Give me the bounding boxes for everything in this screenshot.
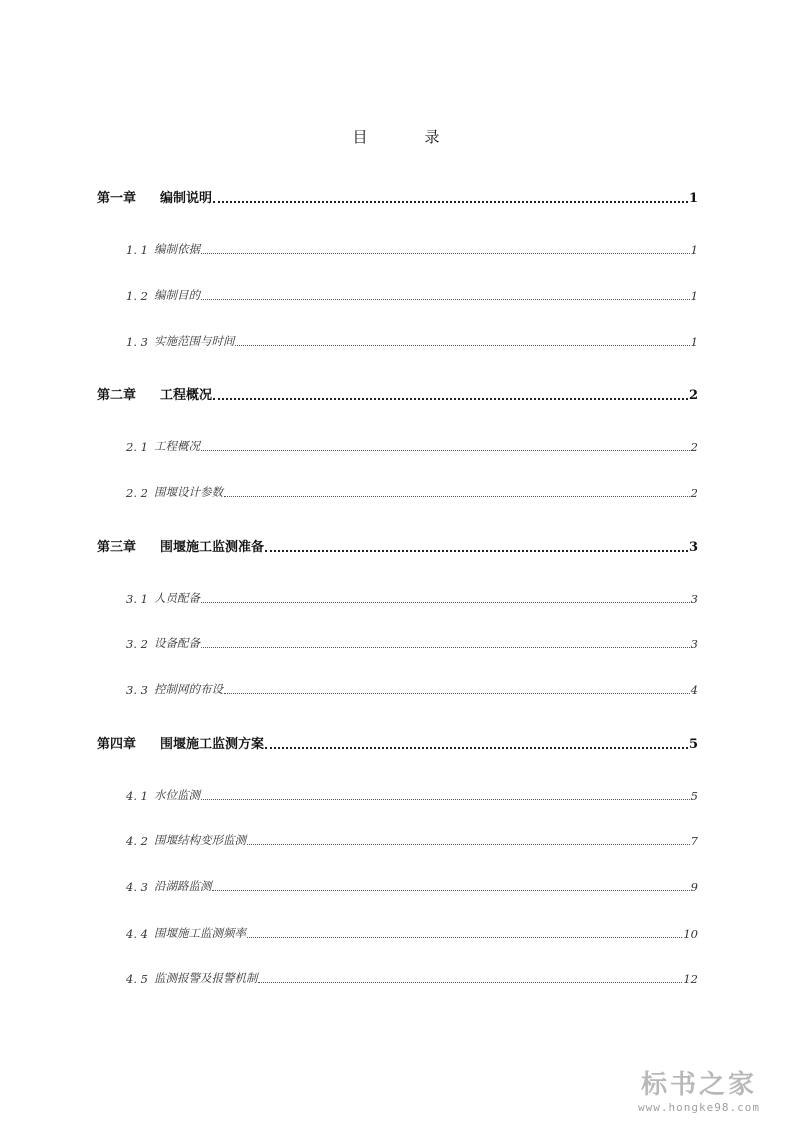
toc-chapter-2[interactable] <box>97 384 698 403</box>
toc-section-4-2[interactable] <box>126 832 698 848</box>
toc-page-number: 1 <box>690 243 698 257</box>
toc-leader-dots <box>213 201 688 203</box>
toc-section-2-1[interactable] <box>126 438 698 454</box>
toc-leader-dots <box>201 799 690 800</box>
toc-leader-dots <box>265 747 688 749</box>
toc-leader-dots <box>201 602 690 603</box>
toc-page-number: 3 <box>690 637 698 651</box>
toc-section-number: 4. 4 <box>126 927 148 941</box>
toc-chapter-3[interactable] <box>97 536 698 555</box>
toc-section-label: 沿湖路监测 <box>153 879 212 893</box>
toc-section-number: 2. 2 <box>126 486 148 500</box>
toc-page-number: 1 <box>690 335 698 349</box>
toc-leader-dots <box>201 253 690 254</box>
toc-leader-dots <box>201 450 690 451</box>
toc-chapter-label: 编制说明 <box>160 191 213 206</box>
toc-chapter-4[interactable] <box>97 733 698 752</box>
toc-leader-dots <box>258 982 682 983</box>
toc-page-number: 1 <box>688 191 698 206</box>
toc-leader-dots <box>247 844 690 845</box>
watermark-title: 标书之家 <box>640 1070 757 1100</box>
toc-section-2-2[interactable] <box>126 484 698 500</box>
toc-leader-dots <box>201 299 690 300</box>
toc-page-number: 4 <box>690 683 698 697</box>
toc-section-label: 人员配备 <box>153 591 200 605</box>
toc-section-label: 控制网的布设 <box>153 682 223 696</box>
toc-section-4-5[interactable] <box>126 970 698 986</box>
toc-section-number: 4. 5 <box>126 972 148 986</box>
toc-page-number: 9 <box>690 880 698 894</box>
toc-section-label: 围堰施工监测频率 <box>153 926 246 940</box>
toc-section-number: 3. 1 <box>126 592 148 606</box>
toc-leader-dots <box>247 937 682 938</box>
toc-page-number: 1 <box>690 289 698 303</box>
toc-leader-dots <box>265 550 688 552</box>
toc-section-label: 编制依据 <box>153 242 200 256</box>
toc-title <box>0 126 793 147</box>
toc-section-number: 1. 1 <box>126 243 148 257</box>
toc-title-part1: 目 <box>352 128 369 146</box>
toc-section-label: 工程概况 <box>153 439 200 453</box>
toc-page-number: 2 <box>690 440 698 454</box>
toc-section-number: 4. 3 <box>126 880 148 894</box>
toc-title-part2: 录 <box>424 128 441 146</box>
toc-leader-dots <box>224 693 690 694</box>
toc-section-label: 设备配备 <box>153 636 200 650</box>
toc-page-number: 2 <box>690 486 698 500</box>
toc-page-number: 5 <box>688 737 698 752</box>
toc-page-number: 12 <box>683 972 698 986</box>
toc-page-number: 3 <box>688 540 698 555</box>
toc-section-label: 水位监测 <box>153 788 200 802</box>
toc-section-number: 3. 3 <box>126 683 148 697</box>
toc-section-3-3[interactable] <box>126 681 698 697</box>
toc-section-1-2[interactable] <box>126 287 698 303</box>
toc-section-3-1[interactable] <box>126 590 698 606</box>
toc-page-number: 10 <box>683 927 698 941</box>
toc-leader-dots <box>201 647 690 648</box>
toc-page-number: 3 <box>690 592 698 606</box>
toc-section-4-4[interactable] <box>126 925 698 941</box>
toc-section-3-2[interactable] <box>126 635 698 651</box>
watermark-logo <box>619 1069 779 1114</box>
toc-chapter-number: 第二章 <box>97 388 137 403</box>
toc-section-number: 1. 3 <box>126 335 148 349</box>
toc-chapter-number: 第三章 <box>97 540 137 555</box>
toc-chapter-label: 工程概况 <box>160 388 213 403</box>
toc-chapter-1[interactable] <box>97 187 698 206</box>
toc-section-4-1[interactable] <box>126 787 698 803</box>
toc-leader-dots <box>224 496 690 497</box>
toc-section-label: 监测报警及报警机制 <box>153 971 258 985</box>
toc-section-number: 4. 2 <box>126 834 148 848</box>
toc-section-label: 编制目的 <box>153 288 200 302</box>
toc-page-number: 2 <box>688 388 698 403</box>
toc-leader-dots <box>212 890 689 891</box>
toc-section-label: 围堰结构变形监测 <box>153 833 246 847</box>
toc-leader-dots <box>213 398 688 400</box>
toc-section-number: 3. 2 <box>126 637 148 651</box>
toc-page-number: 5 <box>690 789 698 803</box>
toc-page-number: 7 <box>690 834 698 848</box>
toc-section-number: 2. 1 <box>126 440 148 454</box>
toc-section-4-3[interactable] <box>126 878 698 894</box>
toc-chapter-label: 围堰施工监测方案 <box>160 737 265 752</box>
toc-section-1-1[interactable] <box>126 241 698 257</box>
toc-leader-dots <box>235 345 689 346</box>
toc-chapter-number: 第一章 <box>97 191 137 206</box>
toc-section-number: 1. 2 <box>126 289 148 303</box>
toc-section-number: 4. 1 <box>126 789 148 803</box>
toc-chapter-number: 第四章 <box>97 737 137 752</box>
toc-section-label: 实施范围与时间 <box>153 334 235 348</box>
watermark-url: www.hongke98.com <box>638 1101 760 1114</box>
toc-section-label: 围堰设计参数 <box>153 485 223 499</box>
toc-chapter-label: 围堰施工监测准备 <box>160 540 265 555</box>
toc-section-1-3[interactable] <box>126 333 698 349</box>
